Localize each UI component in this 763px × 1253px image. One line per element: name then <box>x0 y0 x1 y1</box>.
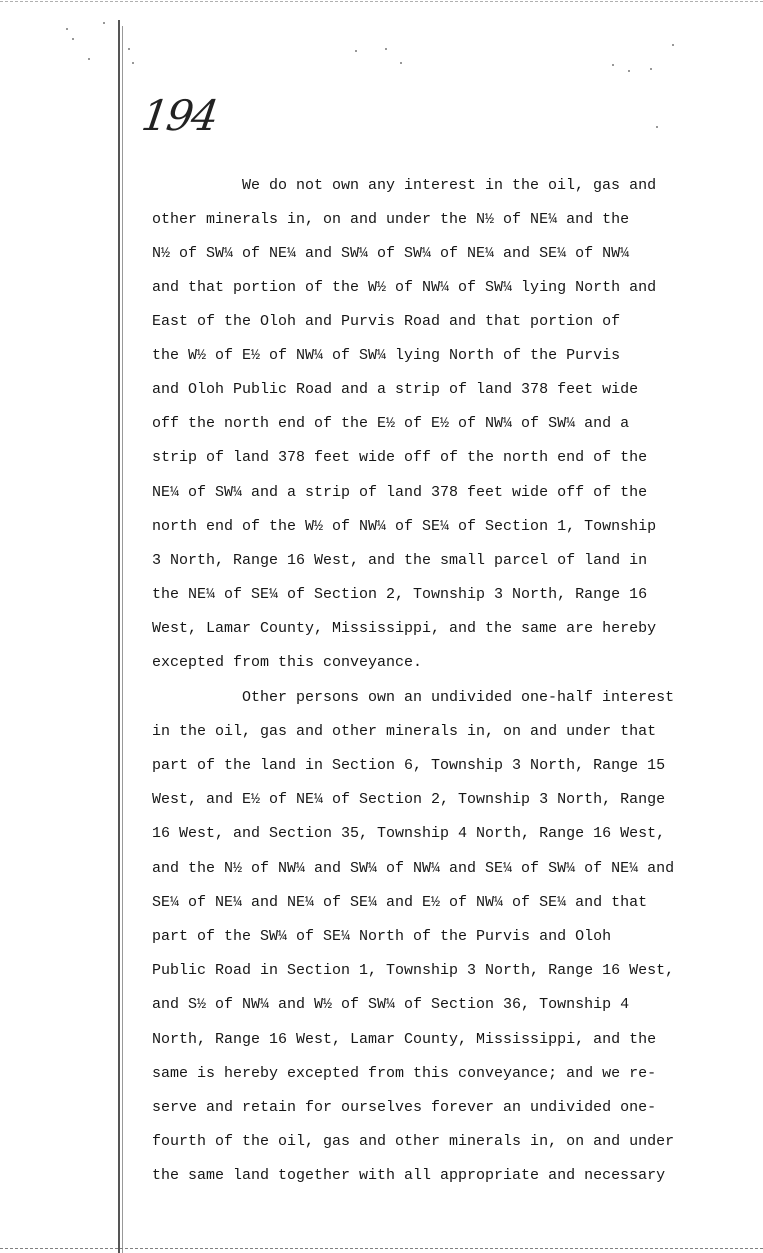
text-line: and S½ of NW¼ and W½ of SW¼ of Section 36, Township 4 <box>152 996 630 1013</box>
scan-speck <box>650 68 652 70</box>
left-margin-rule <box>118 20 120 1253</box>
text-line: excepted from this conveyance. <box>152 654 423 671</box>
scan-speck <box>385 48 387 50</box>
text-line: NE¼ of SW¼ and a strip of land 378 feet wide off of the <box>152 484 648 501</box>
text-line: the same land together with all appropriate and necessary <box>152 1167 666 1184</box>
bottom-edge-line <box>0 1248 763 1249</box>
text-line: north end of the W½ of NW¼ of SE¼ of Section 1, Township <box>152 518 657 535</box>
text-line: North, Range 16 West, Lamar County, Mississippi, and the <box>152 1031 657 1048</box>
text-line: other minerals in, on and under the N½ of NE¼ and the <box>152 211 630 228</box>
text-line: the W½ of E½ of NW¼ of SW¼ lying North of the Purvis <box>152 347 621 364</box>
text-line: part of the land in Section 6, Township 3 North, Range 15 <box>152 757 666 774</box>
text-line: the NE¼ of SE¼ of Section 2, Township 3 North, Range 16 <box>152 586 648 603</box>
scan-speck <box>656 126 658 128</box>
scan-speck <box>612 64 614 66</box>
text-line: West, and E½ of NE¼ of Section 2, Township 3 North, Range <box>152 791 666 808</box>
text-line: and Oloh Public Road and a strip of land 378 feet wide <box>152 381 639 398</box>
scan-speck <box>672 44 674 46</box>
text-line: same is hereby excepted from this conveyance; and we re- <box>152 1065 657 1082</box>
text-line: strip of land 378 feet wide off of the north end of the <box>152 449 648 466</box>
text-line: serve and retain for ourselves forever an undivided one- <box>152 1099 657 1116</box>
scan-speck <box>628 70 630 72</box>
text-line: N½ of SW¼ of NE¼ and SW¼ of SW¼ of NE¼ and SE¼ of NW¼ <box>152 245 630 262</box>
text-line: Public Road in Section 1, Township 3 North, Range 16 West, <box>152 962 675 979</box>
text-line: part of the SW¼ of SE¼ North of the Purvis and Oloh <box>152 928 612 945</box>
scan-speck <box>88 58 90 60</box>
scan-speck <box>132 62 134 64</box>
text-line: off the north end of the E½ of E½ of NW¼ of SW¼ and a <box>152 415 630 432</box>
text-line: 16 West, and Section 35, Township 4 North, Range 16 West, <box>152 825 666 842</box>
text-line: SE¼ of NE¼ and NE¼ of SE¼ and E½ of NW¼ of SE¼ and that <box>152 894 648 911</box>
scan-speck <box>66 28 68 30</box>
text-line: and that portion of the W½ of NW¼ of SW¼ lying North and <box>152 279 657 296</box>
scan-speck <box>72 38 74 40</box>
text-line: We do not own any interest in the oil, gas and <box>242 177 657 194</box>
text-line: 3 North, Range 16 West, and the small parcel of land in <box>152 552 648 569</box>
text-line: East of the Oloh and Purvis Road and that portion of <box>152 313 621 330</box>
text-line: and the N½ of NW¼ and SW¼ of NW¼ and SE¼ of SW¼ of NE¼ and <box>152 860 675 877</box>
scan-speck <box>103 22 105 24</box>
handwritten-page-number: 194 <box>138 91 220 140</box>
scan-speck <box>128 48 130 50</box>
text-line: Other persons own an undivided one-half interest <box>242 689 675 706</box>
top-edge-line <box>0 1 763 2</box>
text-line: in the oil, gas and other minerals in, on and under that <box>152 723 657 740</box>
scan-speck <box>400 62 402 64</box>
scan-speck <box>355 50 357 52</box>
left-margin-rule-inner <box>122 26 123 1253</box>
text-line: fourth of the oil, gas and other minerals in, on and under <box>152 1133 675 1150</box>
text-line: West, Lamar County, Mississippi, and the same are hereby <box>152 620 657 637</box>
